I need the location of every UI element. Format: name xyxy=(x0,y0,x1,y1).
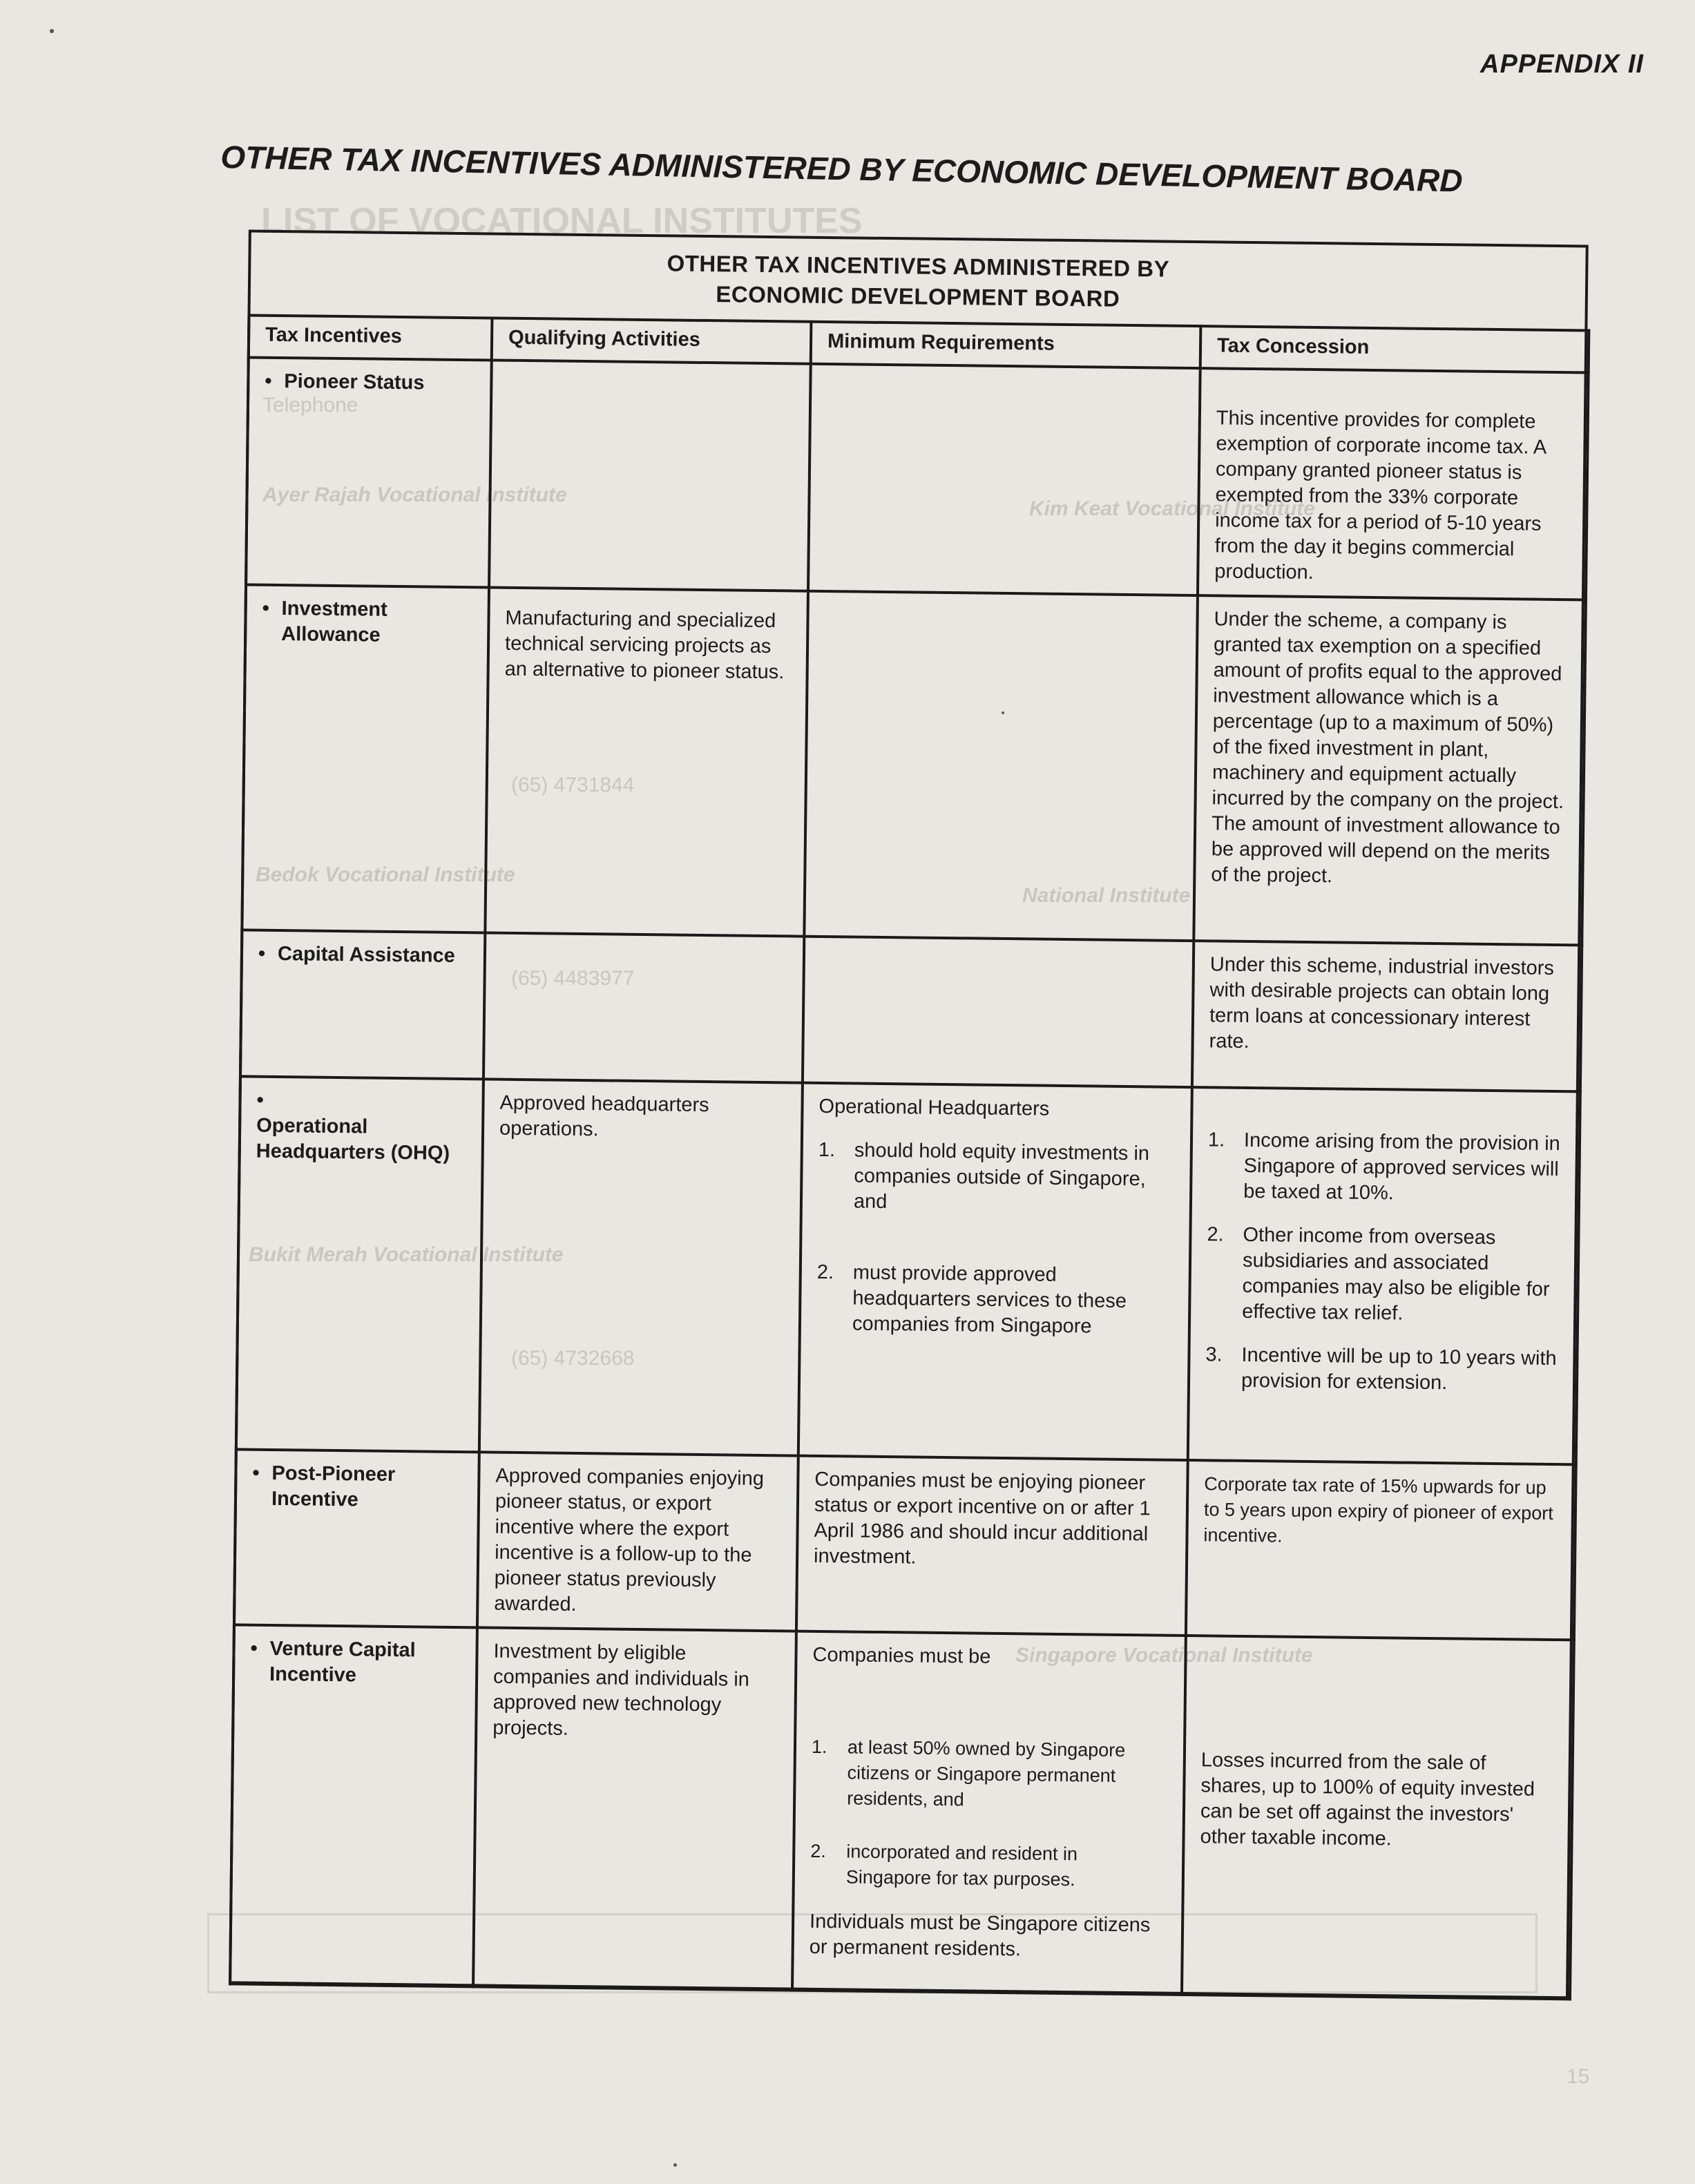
bullet-icon: • xyxy=(265,370,272,392)
table-row-investment-allowance xyxy=(242,584,1586,945)
list-text: must provide approved headquarters services to these companies from Singapore xyxy=(852,1261,1127,1338)
table-row-post-pioneer xyxy=(234,1449,1576,1640)
appendix-label: APPENDIX II xyxy=(1480,50,1644,79)
requirements-footer: Individuals must be Singapore citizens or permanent residents. xyxy=(809,1910,1151,1961)
bullet-icon: • xyxy=(250,1637,258,1660)
header-qualifying-activities: Qualifying Activities xyxy=(492,318,812,363)
list-number: 1. xyxy=(811,1736,827,1758)
list-item xyxy=(810,1839,1167,1894)
requirements-cell xyxy=(804,591,1198,941)
paper-speck xyxy=(50,29,54,33)
list-item xyxy=(811,1734,1168,1815)
list-text: incorporated and resident in Singapore for tax purposes. xyxy=(845,1841,1078,1890)
incentive-name: Capital Assistance xyxy=(277,943,455,967)
list-number: 2. xyxy=(1207,1223,1224,1246)
activities-cell xyxy=(489,360,811,591)
bleed-through-line: Ayer Rajah Vocational Institute xyxy=(262,483,567,506)
concession-cell: Losses incurred from the sale of shares, up to 100% of equity invested can be set off against the investors' other taxable income. xyxy=(1182,1636,1574,1999)
paper-speck xyxy=(1002,711,1004,714)
list-number: 1. xyxy=(818,1138,836,1162)
bleed-through-line: (65) 4483977 xyxy=(511,967,635,990)
activities-cell: Manufacturing and specialized technical servicing projects as an alternative to pioneer status. xyxy=(485,587,808,936)
requirements-heading: Companies must be xyxy=(812,1643,991,1668)
list-number: 2. xyxy=(816,1261,834,1284)
bleed-through-line: Bukit Merah Vocational Institute xyxy=(249,1243,564,1266)
header-tax-incentives: Tax Incentives xyxy=(249,315,492,360)
requirements-cell xyxy=(808,364,1200,595)
bullet-icon: • xyxy=(256,1089,264,1111)
list-text: should hold equity investments in companies outside of Singapore, and xyxy=(853,1139,1150,1214)
concession-cell: Corporate tax rate of 15% upwards for up to 5 years upon expiry of pioneer of export incentive. xyxy=(1186,1460,1576,1640)
table-row-ohq xyxy=(236,1076,1580,1464)
concession-cell: Under this scheme, industrial investors with desirable projects can obtain long term loans at concessionary interest rate. xyxy=(1192,941,1582,1091)
bullet-icon: • xyxy=(262,597,270,620)
incentive-cell xyxy=(234,1449,479,1627)
list-item xyxy=(818,1138,1175,1218)
incentive-name: Operational Headquarters (OHQ) xyxy=(256,1114,450,1165)
table-row-capital-assistance xyxy=(240,930,1582,1091)
requirements-heading: Operational Headquarters xyxy=(818,1095,1050,1120)
incentive-name: Investment Allowance xyxy=(281,597,387,646)
bleed-through-line: National Institute xyxy=(1022,884,1191,907)
list-item xyxy=(1207,1127,1563,1208)
bleed-through-line: Kim Keat Vocational Institute xyxy=(1029,497,1315,520)
page-number: 15 xyxy=(1567,2065,1590,2088)
list-item xyxy=(1205,1342,1561,1397)
bleed-through-line: (65) 4731844 xyxy=(511,774,635,796)
list-text: Other income from overseas subsidiaries and associated companies may also be eligible for effective tax relief. xyxy=(1242,1223,1550,1325)
bleed-through-title: LIST OF VOCATIONAL INSTITUTES xyxy=(261,201,863,241)
table-title-line: OTHER TAX INCENTIVES ADMINISTERED BY xyxy=(667,250,1170,282)
concession-cell: This incentive provides for complete exemption of corporate income tax. A company granted pioneer status is exempted from the 33% corporate income tax for a period of 5-10 years from the day it begins commercial production. xyxy=(1198,368,1589,600)
incentive-name: Venture Capital Incentive xyxy=(269,1637,416,1687)
list-number: 2. xyxy=(810,1840,827,1862)
list-number: 3. xyxy=(1205,1343,1223,1366)
concession-cell: Under the scheme, a company is granted tax exemption on a specified amount of profits equal to the approved investment allowance which is a percentage (up to a maximum of 50%) of the fixed investment in plant, machinery and equipment actually incurred by the company on the project. The amount of investment allowance to be approved will depend on the merits of the project. xyxy=(1194,595,1586,945)
requirements-cell xyxy=(792,1631,1186,1995)
list-number: 1. xyxy=(1207,1129,1225,1151)
concession-cell xyxy=(1188,1087,1580,1464)
header-minimum-requirements: Minimum Requirements xyxy=(811,322,1201,368)
bleed-through-line: Singapore Vocational Institute xyxy=(1015,1644,1313,1667)
table-row-pioneer-status xyxy=(246,357,1589,600)
activities-cell xyxy=(483,932,804,1082)
header-tax-concession: Tax Concession xyxy=(1200,326,1589,372)
list-item xyxy=(1206,1222,1562,1328)
list-item xyxy=(816,1260,1174,1341)
requirements-cell xyxy=(803,937,1194,1087)
bullet-icon: • xyxy=(258,942,266,965)
table-row-venture-capital xyxy=(230,1625,1574,1999)
page-title: OTHER TAX INCENTIVES ADMINISTERED BY ECONOMIC DEVELOPMENT BOARD xyxy=(220,138,1464,199)
paper-speck xyxy=(673,2163,677,2167)
incentive-cell xyxy=(242,584,489,932)
activities-cell: Approved headquarters operations. xyxy=(479,1079,803,1455)
incentive-cell xyxy=(236,1076,483,1452)
incentive-cell xyxy=(246,357,492,587)
incentives-table xyxy=(229,314,1590,2000)
incentive-name: Pioneer Status xyxy=(284,370,425,394)
incentive-cell xyxy=(230,1625,477,1986)
activities-cell: Investment by eligible companies and individuals in approved new technology projects. xyxy=(473,1627,796,1990)
bleed-through-line: Telephone xyxy=(262,394,358,416)
incentive-name: Post-Pioneer Incentive xyxy=(271,1462,396,1511)
activities-cell: Approved companies enjoying pioneer status, or export incentive where the export incentive is a follow-up to the pioneer status previously awarded. xyxy=(477,1452,798,1631)
bleed-through-line: Bedok Vocational Institute xyxy=(256,863,515,886)
table-title-line: ECONOMIC DEVELOPMENT BOARD xyxy=(716,281,1120,312)
bullet-icon: • xyxy=(252,1462,260,1484)
list-text: at least 50% owned by Singapore citizens or Singapore permanent residents, and xyxy=(847,1736,1126,1810)
requirements-cell xyxy=(798,1083,1192,1460)
incentive-cell xyxy=(240,930,485,1079)
incentives-table-sheet xyxy=(200,222,1593,2007)
bleed-through-line: (65) 4732668 xyxy=(511,1347,635,1370)
list-text: Income arising from the provision in Singapore of approved services will be taxed at 10%. xyxy=(1243,1129,1560,1205)
requirements-cell: Companies must be enjoying pioneer status or export incentive on or after 1 April 1986 and should incur additional investment. xyxy=(796,1456,1188,1636)
list-text: Incentive will be up to 10 years with provision for extension. xyxy=(1241,1343,1557,1395)
